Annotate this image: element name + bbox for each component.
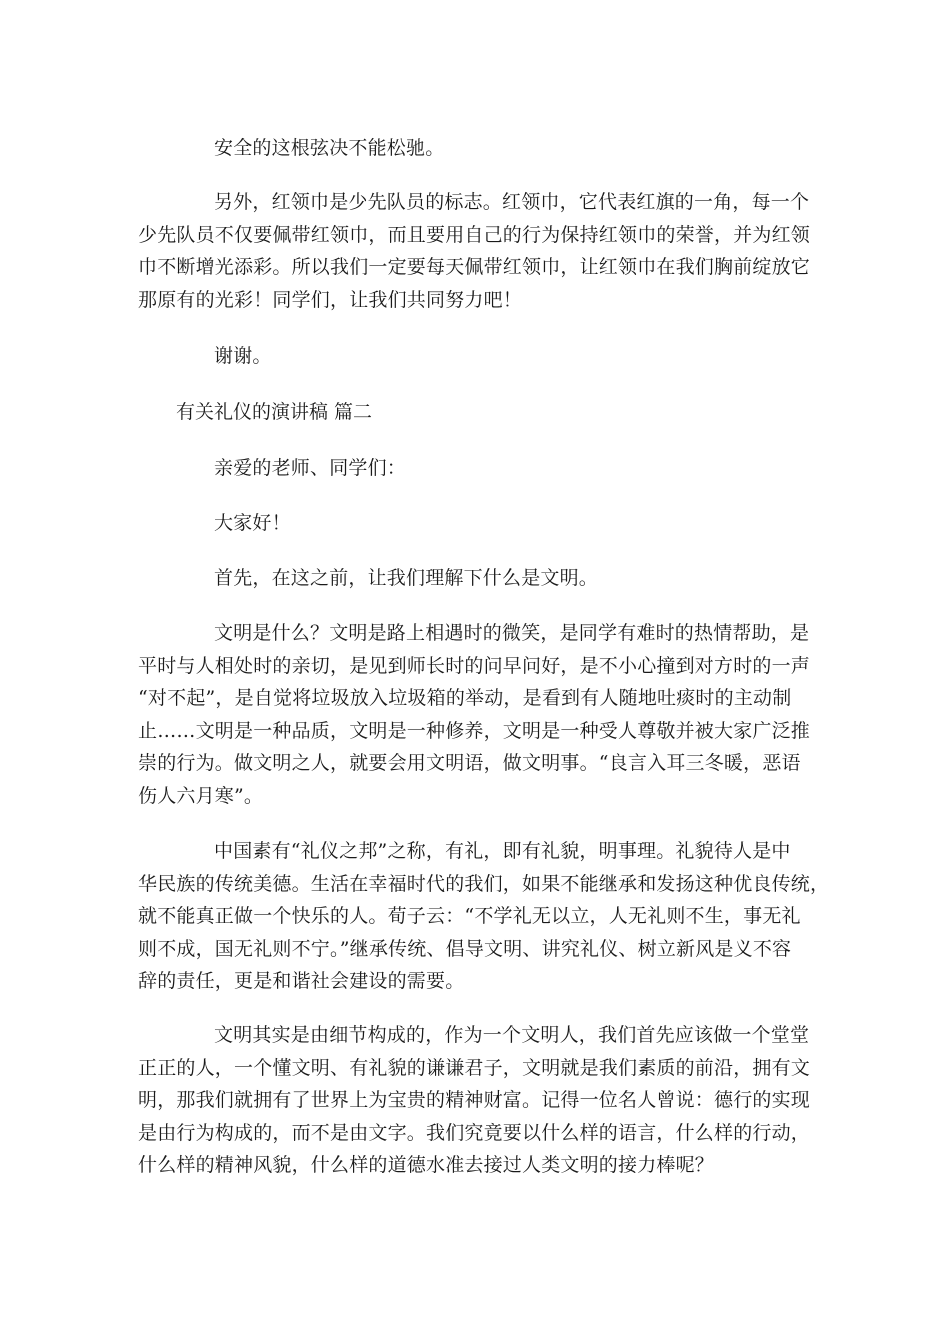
paragraph-line: 崇的行为。做文明之人，就要会用文明语，做文明事。“良言入耳三冬暖，恶语 — [138, 752, 801, 775]
paragraph-line: 文明是什么？文明是路上相遇时的微笑，是同学有难时的热情帮助，是 — [214, 622, 810, 644]
paragraph-6 — [138, 562, 810, 595]
paragraph-4 — [138, 452, 810, 485]
paragraph-line: 伤人六月寒”。 — [138, 784, 264, 807]
paragraph-line: “对不起”，是自觉将垃圾放入垃圾箱的举动，是看到有人随地吐痰时的主动制 — [138, 687, 792, 710]
paragraph-9 — [138, 1019, 810, 1182]
paragraph-line: 亲爱的老师、同学们： — [214, 457, 407, 479]
paragraph-line: 大家好！ — [214, 512, 291, 534]
paragraph-1 — [138, 132, 810, 165]
paragraph-line: 首先，在这之前，让我们理解下什么是文明。 — [214, 567, 599, 589]
paragraph-line: 就不能真正做一个快乐的人。荀子云：“不学礼无以立，人无礼则不生，事无礼 — [138, 905, 801, 928]
paragraph-line: 华民族的传统美德。生活在幸福时代的我们，如果不能继承和发扬这种优良传统， — [138, 872, 830, 895]
paragraph-line: 辞的责任，更是和谐社会建设的需要。 — [138, 970, 465, 993]
paragraph-7 — [138, 617, 810, 813]
paragraph-line: 正正的人，一个懂文明、有礼貌的谦谦君子，文明就是我们素质的前沿，拥有文 — [138, 1056, 811, 1079]
section-heading: 有关礼仪的演讲稿 篇二 — [176, 401, 373, 423]
paragraph-line: 另外，红领巾是少先队员的标志。红领巾，它代表红旗的一角，每一个 — [214, 191, 810, 213]
paragraph-3 — [138, 340, 810, 373]
paragraph-line: 少先队员不仅要佩带红领巾，而且要用自己的行为保持红领巾的荣誉，并为红领 — [138, 223, 811, 246]
paragraph-line: 文明其实是由细节构成的，作为一个文明人，我们首先应该做一个堂堂 — [214, 1024, 810, 1046]
paragraph-line: 谢谢。 — [214, 345, 272, 367]
paragraph-line: 是由行为构成的，而不是由文字。我们究竟要以什么样的语言，什么样的行动， — [138, 1121, 811, 1144]
paragraph-line: 什么样的精神风貌，什么样的道德水准去接过人类文明的接力棒呢？ — [138, 1154, 715, 1177]
paragraph-8 — [138, 835, 830, 998]
paragraph-line: 中国素有“礼仪之邦”之称，有礼，即有礼貌，明事理。礼貌待人是中 — [214, 840, 791, 862]
paragraph-line: 巾不断增光添彩。所以我们一定要每天佩带红领巾，让红领巾在我们胸前绽放它 — [138, 256, 811, 279]
paragraph-line: 那原有的光彩！同学们，让我们共同努力吧！ — [138, 288, 523, 311]
paragraph-line: 则不成，国无礼则不宁。”继承传统、倡导文明、讲究礼仪、树立新风是义不容 — [138, 937, 792, 960]
paragraph-line: 安全的这根弦决不能松驰。 — [214, 137, 445, 159]
paragraph-line: 平时与人相处时的亲切，是见到师长时的问早问好，是不小心撞到对方时的一声 — [138, 654, 811, 677]
paragraph-line: 止……文明是一种品质，文明是一种修养，文明是一种受人尊敬并被大家广泛推 — [138, 719, 811, 742]
paragraph-line: 明，那我们就拥有了世界上为宝贵的精神财富。记得一位名人曾说：德行的实现 — [138, 1089, 811, 1112]
paragraph-2 — [138, 186, 810, 316]
paragraph-5 — [138, 507, 810, 540]
